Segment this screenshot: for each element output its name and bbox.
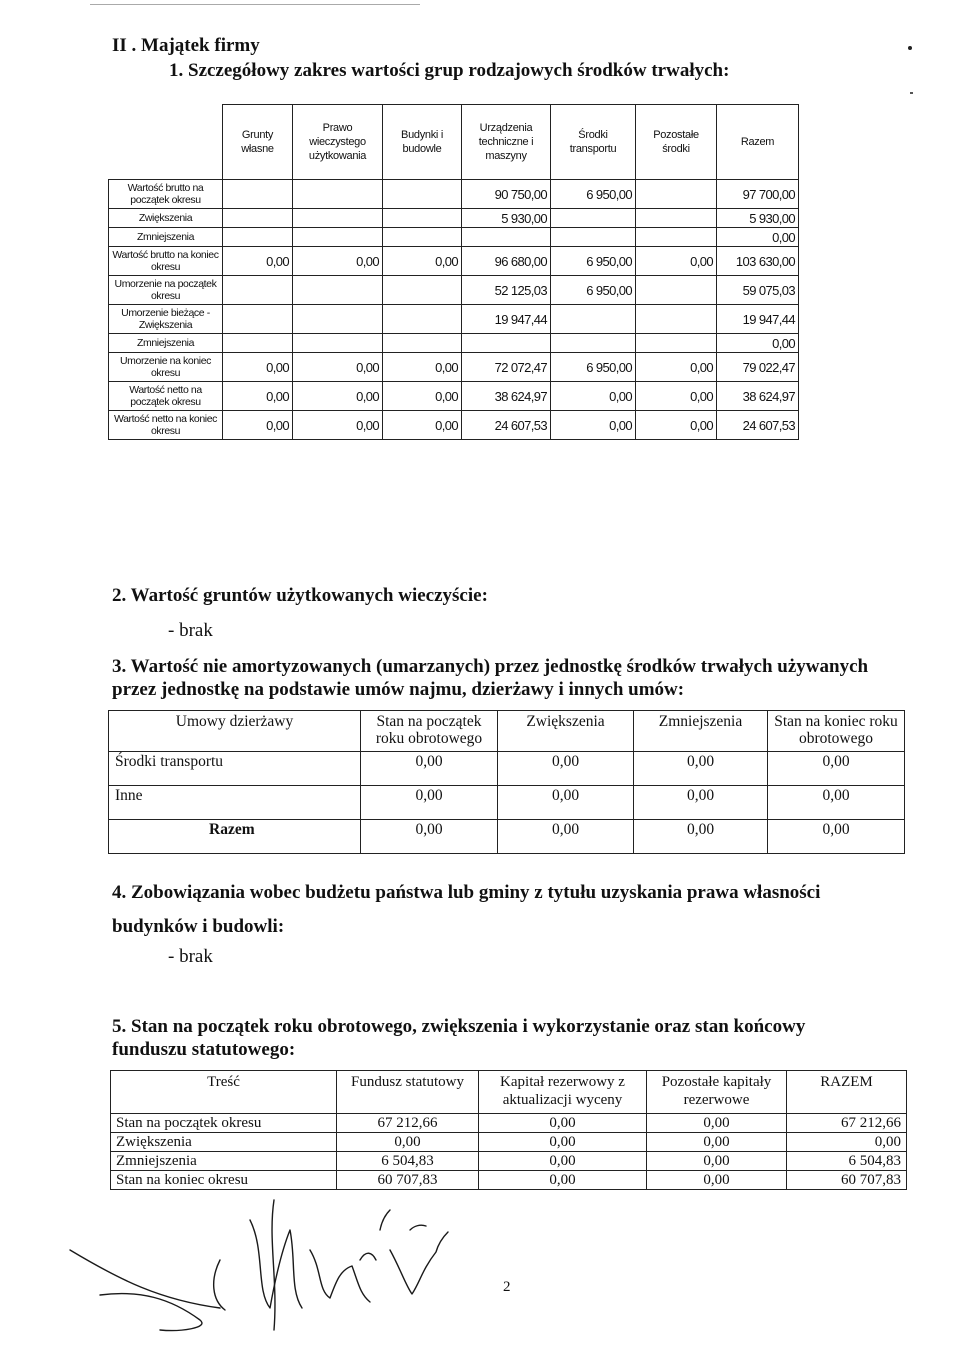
table-cell: [293, 334, 383, 353]
table-cell: [293, 305, 383, 334]
row-label: Wartość brutto na koniec okresu: [109, 247, 223, 276]
table-cell: 72 072,47: [462, 353, 551, 382]
table-cell: [293, 228, 383, 247]
table-cell: [383, 334, 462, 353]
section-4-value: - brak: [168, 946, 213, 967]
table-cell: 0,00: [787, 1133, 907, 1152]
table-cell: [636, 276, 717, 305]
table-cell: 5 930,00: [462, 209, 551, 228]
table-row: [109, 305, 799, 334]
table-cell: 0,00: [479, 1152, 647, 1171]
table-cell: 0,00: [636, 411, 717, 440]
row-label: Wartość brutto na początek okresu: [109, 180, 223, 209]
assets-header-cell: Razem: [717, 105, 799, 180]
fund-header-cell: Fundusz statutowy: [337, 1071, 479, 1114]
fund-header-cell: RAZEM: [787, 1071, 907, 1114]
row-label: Wartość netto na koniec okresu: [109, 411, 223, 440]
row-label: Umorzenie na koniec okresu: [109, 353, 223, 382]
table-cell: 0,00: [383, 247, 462, 276]
table-cell: 0,00: [498, 820, 634, 854]
assets-header-cell: Grunty własne: [223, 105, 293, 180]
table-cell: 0,00: [551, 382, 636, 411]
table-row: [109, 209, 799, 228]
row-label: Umorzenie na początek okresu: [109, 276, 223, 305]
table-cell: 0,00: [361, 752, 498, 786]
table-cell: 0,00: [337, 1133, 479, 1152]
table-cell: 97 700,00: [717, 180, 799, 209]
table-cell: 5 930,00: [717, 209, 799, 228]
section-3-heading: 3. Wartość nie amortyzowanych (umarzanych) przez jednostkę środków trwałych używanych: [112, 656, 869, 677]
table-cell: [223, 228, 293, 247]
table-cell: 0,00: [647, 1133, 787, 1152]
table-cell: [551, 305, 636, 334]
leased-assets-table: [108, 710, 905, 854]
table-cell: 0,00: [223, 353, 293, 382]
table-row: [109, 228, 799, 247]
table-cell: 6 504,83: [787, 1152, 907, 1171]
table-cell: 38 624,97: [717, 382, 799, 411]
table-cell: 6 950,00: [551, 180, 636, 209]
row-label: Zmniejszenia: [109, 334, 223, 353]
section-3-heading-line2: przez jednostkę na podstawie umów najmu, dzierżawy i innych umów:: [112, 679, 685, 700]
table-cell: 67 212,66: [337, 1114, 479, 1133]
table-cell: 0,00: [383, 411, 462, 440]
row-label: Inne: [109, 786, 361, 820]
table-cell: 0,00: [383, 353, 462, 382]
table-cell: 0,00: [223, 382, 293, 411]
table-cell: 96 680,00: [462, 247, 551, 276]
table-cell: 6 504,83: [337, 1152, 479, 1171]
table-cell: 0,00: [768, 786, 905, 820]
section-4-heading-line2: budynków i budowli:: [112, 916, 285, 937]
table-cell: 0,00: [634, 752, 768, 786]
table-row: [109, 353, 799, 382]
table-cell: 0,00: [293, 353, 383, 382]
table-cell: [636, 228, 717, 247]
table-row: [109, 382, 799, 411]
table-row: [111, 1152, 907, 1171]
table-cell: [223, 305, 293, 334]
table-row: [109, 247, 799, 276]
table-cell: 0,00: [647, 1114, 787, 1133]
row-label: Zwiększenia: [109, 209, 223, 228]
fund-header-row: [111, 1071, 907, 1114]
leased-header-row: [109, 711, 905, 752]
table-cell: 60 707,83: [337, 1171, 479, 1190]
leased-header-cell: Zwiększenia: [498, 711, 634, 752]
table-cell: 0,00: [647, 1152, 787, 1171]
table-cell: 52 125,03: [462, 276, 551, 305]
section-2-value: - brak: [168, 620, 213, 641]
table-cell: 19 947,44: [462, 305, 551, 334]
table-cell: [383, 180, 462, 209]
assets-header-cell: Urządzenia techniczne i maszyny: [462, 105, 551, 180]
table-cell: [551, 209, 636, 228]
table-row: [109, 276, 799, 305]
table-cell: [383, 228, 462, 247]
scan-dot: [908, 46, 912, 50]
table-cell: 0,00: [498, 786, 634, 820]
row-label: Wartość netto na początek okresu: [109, 382, 223, 411]
table-cell: [636, 180, 717, 209]
table-cell: 0,00: [768, 820, 905, 854]
section-title: II . Majątek firmy: [112, 35, 260, 56]
table-cell: 0,00: [636, 382, 717, 411]
table-row: [109, 786, 905, 820]
assets-header-cell: Prawo wieczystego użytkowania: [293, 105, 383, 180]
table-cell: 103 630,00: [717, 247, 799, 276]
table-row: [109, 752, 905, 786]
fund-header-cell: Pozostałe kapitały rezerwowe: [647, 1071, 787, 1114]
table-cell: 0,00: [551, 411, 636, 440]
row-label: Stan na koniec okresu: [111, 1171, 337, 1190]
table-row: [109, 820, 905, 854]
assets-corner-cell: [109, 105, 223, 180]
table-cell: 0,00: [768, 752, 905, 786]
row-label: Umorzenie bieżące - Zwiększenia: [109, 305, 223, 334]
table-cell: 79 022,47: [717, 353, 799, 382]
table-cell: 59 075,03: [717, 276, 799, 305]
table-cell: 0,00: [636, 247, 717, 276]
table-cell: [551, 334, 636, 353]
table-cell: [383, 209, 462, 228]
table-cell: [293, 276, 383, 305]
leased-header-cell: Zmniejszenia: [634, 711, 768, 752]
row-label: Zmniejszenia: [109, 228, 223, 247]
table-cell: 6 950,00: [551, 276, 636, 305]
table-cell: [223, 180, 293, 209]
row-label: Stan na początek okresu: [111, 1114, 337, 1133]
assets-header-cell: Pozostałe środki: [636, 105, 717, 180]
leased-header-cell: Stan na koniec roku obrotowego: [768, 711, 905, 752]
row-label: Razem: [109, 820, 361, 854]
table-cell: 0,00: [223, 247, 293, 276]
table-cell: 0,00: [634, 786, 768, 820]
table-cell: 24 607,53: [717, 411, 799, 440]
table-cell: 0,00: [361, 820, 498, 854]
section-5-heading: 5. Stan na początek roku obrotowego, zwiększenia i wykorzystanie oraz stan końcowy: [112, 1016, 806, 1037]
table-cell: [383, 276, 462, 305]
table-cell: 38 624,97: [462, 382, 551, 411]
table-cell: 0,00: [479, 1133, 647, 1152]
statutory-fund-table: [110, 1070, 907, 1190]
table-row: [111, 1133, 907, 1152]
leased-header-cell: Stan na początek roku obrotowego: [361, 711, 498, 752]
table-cell: 67 212,66: [787, 1114, 907, 1133]
table-cell: 90 750,00: [462, 180, 551, 209]
fund-header-cell: Treść: [111, 1071, 337, 1114]
table-cell: 0,00: [636, 353, 717, 382]
table-cell: 60 707,83: [787, 1171, 907, 1190]
table-cell: [223, 209, 293, 228]
table-cell: 0,00: [293, 382, 383, 411]
assets-header-cell: Środki transportu: [551, 105, 636, 180]
table-cell: 0,00: [383, 382, 462, 411]
table-cell: [636, 334, 717, 353]
table-cell: [293, 180, 383, 209]
table-cell: 0,00: [479, 1114, 647, 1133]
section-4-heading: 4. Zobowiązania wobec budżetu państwa lub gminy z tytułu uzyskania prawa własności: [112, 882, 821, 903]
signature-icon: [60, 1190, 480, 1340]
table-cell: 6 950,00: [551, 247, 636, 276]
table-row: [109, 334, 799, 353]
table-cell: 0,00: [361, 786, 498, 820]
table-cell: 0,00: [717, 228, 799, 247]
section-subtitle: 1. Szczegółowy zakres wartości grup rodzajowych środków trwałych:: [169, 60, 730, 81]
section-5-heading-line2: funduszu statutowego:: [112, 1039, 296, 1060]
table-cell: [551, 228, 636, 247]
scan-dot: [910, 92, 913, 94]
section-2-heading: 2. Wartość gruntów użytkowanych wieczyście:: [112, 585, 488, 606]
table-row: [111, 1114, 907, 1133]
table-cell: 0,00: [717, 334, 799, 353]
table-cell: [462, 228, 551, 247]
scan-top-line: [90, 4, 420, 5]
table-cell: 19 947,44: [717, 305, 799, 334]
table-cell: 24 607,53: [462, 411, 551, 440]
table-cell: 0,00: [293, 247, 383, 276]
table-cell: [636, 305, 717, 334]
assets-header-row: [109, 105, 799, 180]
assets-table: [108, 104, 799, 440]
row-label: Środki transportu: [109, 752, 361, 786]
row-label: Zwiększenia: [111, 1133, 337, 1152]
table-cell: [383, 305, 462, 334]
table-cell: 0,00: [293, 411, 383, 440]
table-cell: 0,00: [634, 820, 768, 854]
table-cell: 0,00: [498, 752, 634, 786]
table-cell: [636, 209, 717, 228]
table-cell: [223, 276, 293, 305]
table-row: [109, 180, 799, 209]
table-row: [109, 411, 799, 440]
leased-header-cell: Umowy dzierżawy: [109, 711, 361, 752]
table-cell: 6 950,00: [551, 353, 636, 382]
table-cell: [462, 334, 551, 353]
page-number: 2: [503, 1279, 511, 1295]
table-row: [111, 1171, 907, 1190]
assets-header-cell: Budynki i budowle: [383, 105, 462, 180]
fund-header-cell: Kapitał rezerwowy z aktualizacji wyceny: [479, 1071, 647, 1114]
table-cell: 0,00: [647, 1171, 787, 1190]
row-label: Zmniejszenia: [111, 1152, 337, 1171]
table-cell: [293, 209, 383, 228]
table-cell: [223, 334, 293, 353]
table-cell: 0,00: [223, 411, 293, 440]
table-cell: 0,00: [479, 1171, 647, 1190]
